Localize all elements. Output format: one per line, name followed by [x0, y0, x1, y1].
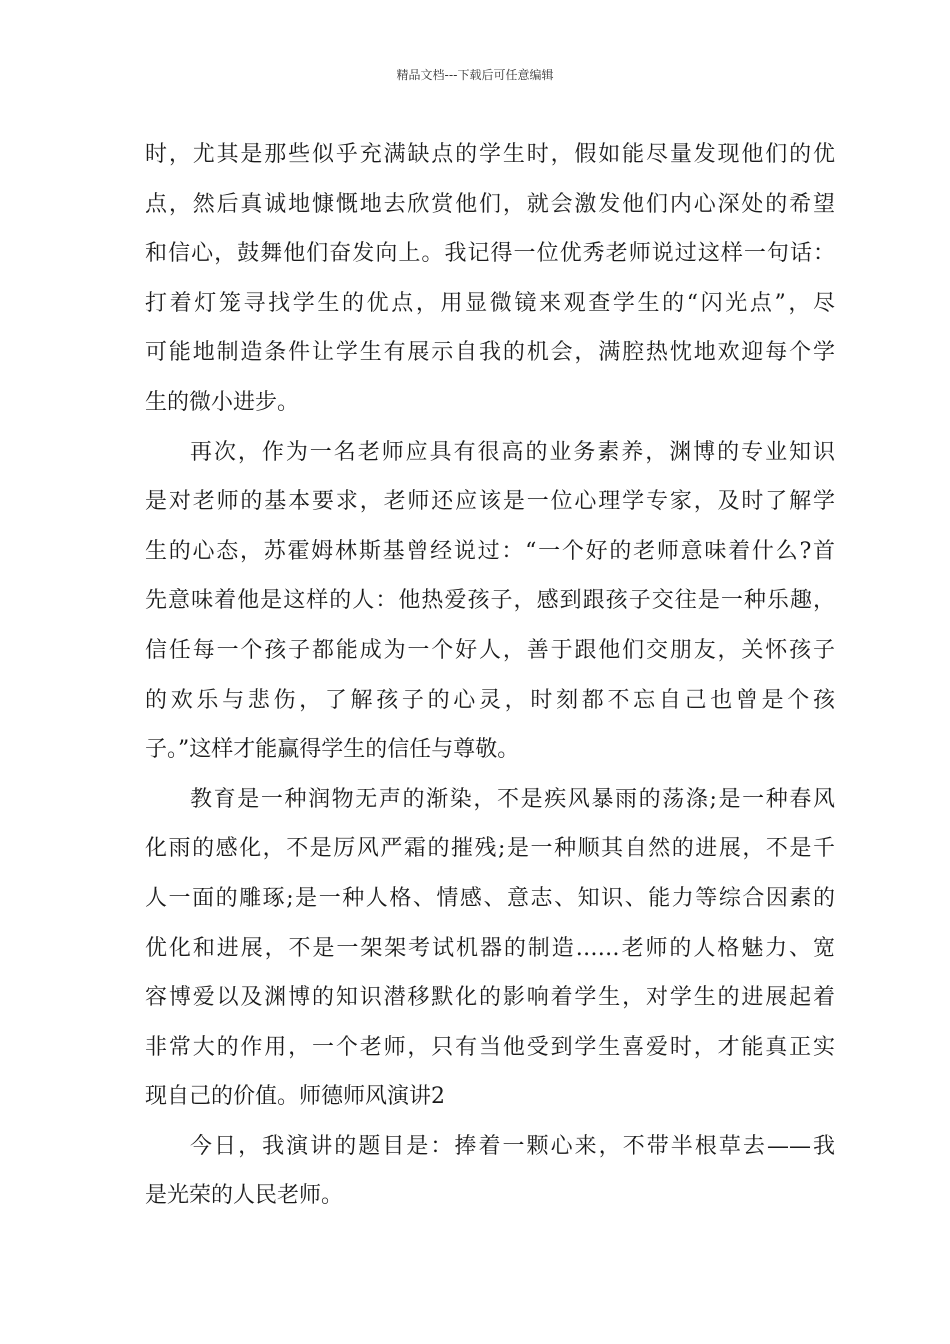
text-line: 现自己的价值。师德师风演讲2	[145, 1084, 445, 1110]
text-line: 和信心，鼓舞他们奋发向上。我记得一位优秀老师说过这样一句话：	[145, 241, 835, 267]
text-line: 优化和进展，不是一架架考试机器的制造……老师的人格魅力、宽	[145, 935, 835, 961]
text-line: 再次，作为一名老师应具有很高的业务素养，渊博的专业知识	[190, 439, 835, 465]
text-line: 是对老师的基本要求，老师还应该是一位心理学专家，及时了解学	[145, 489, 835, 515]
text-line: 的欢乐与悲伤，了解孩子的心灵，时刻都不忘自己也曾是个孩	[145, 687, 835, 713]
text-line: 先意味着他是这样的人：他热爱孩子，感到跟孩子交往是一种乐趣，	[145, 588, 835, 614]
text-line: 今日，我演讲的题目是：捧着一颗心来，不带半根草去——我	[190, 1133, 835, 1159]
text-line: 信任每一个孩子都能成为一个好人，善于跟他们交朋友，关怀孩子	[145, 637, 835, 663]
text-line: 非常大的作用，一个老师，只有当他受到学生喜爱时，才能真正实	[145, 1034, 835, 1060]
text-line: 子。”这样才能赢得学生的信任与尊敬。	[145, 737, 520, 763]
running-header: 精品文档---下载后可任意编辑	[396, 68, 554, 82]
text-line: 生的微小进步。	[145, 389, 300, 415]
text-line: 化雨的感化，不是厉风严霜的摧残;是一种顺其自然的进展，不是千	[145, 836, 835, 862]
text-line: 时，尤其是那些似乎充满缺点的学生时，假如能尽量发现他们的优	[145, 142, 835, 167]
body-text	[145, 130, 835, 1221]
text-line: 人一面的雕琢;是一种人格、情感、意志、知识、能力等综合因素的	[145, 885, 835, 911]
text-line: 点，然后真诚地慷慨地去欣赏他们，就会激发他们内心深处的希望	[145, 191, 835, 217]
text-line: 生的心态，苏霍姆林斯基曾经说过：“一个好的老师意味着什么?首	[145, 538, 835, 564]
text-line: 是光荣的人民老师。	[145, 1183, 344, 1209]
text-line: 容博爱以及渊博的知识潜移默化的影响着学生，对学生的进展起着	[145, 985, 835, 1011]
text-line: 打着灯笼寻找学生的优点，用显微镜来观查学生的“闪光点”，尽	[145, 290, 835, 316]
text-line: 可能地制造条件让学生有展示自我的机会，满腔热忱地欢迎每个学	[145, 340, 835, 366]
text-line: 教育是一种润物无声的渐染，不是疾风暴雨的荡涤;是一种春风	[190, 786, 835, 812]
